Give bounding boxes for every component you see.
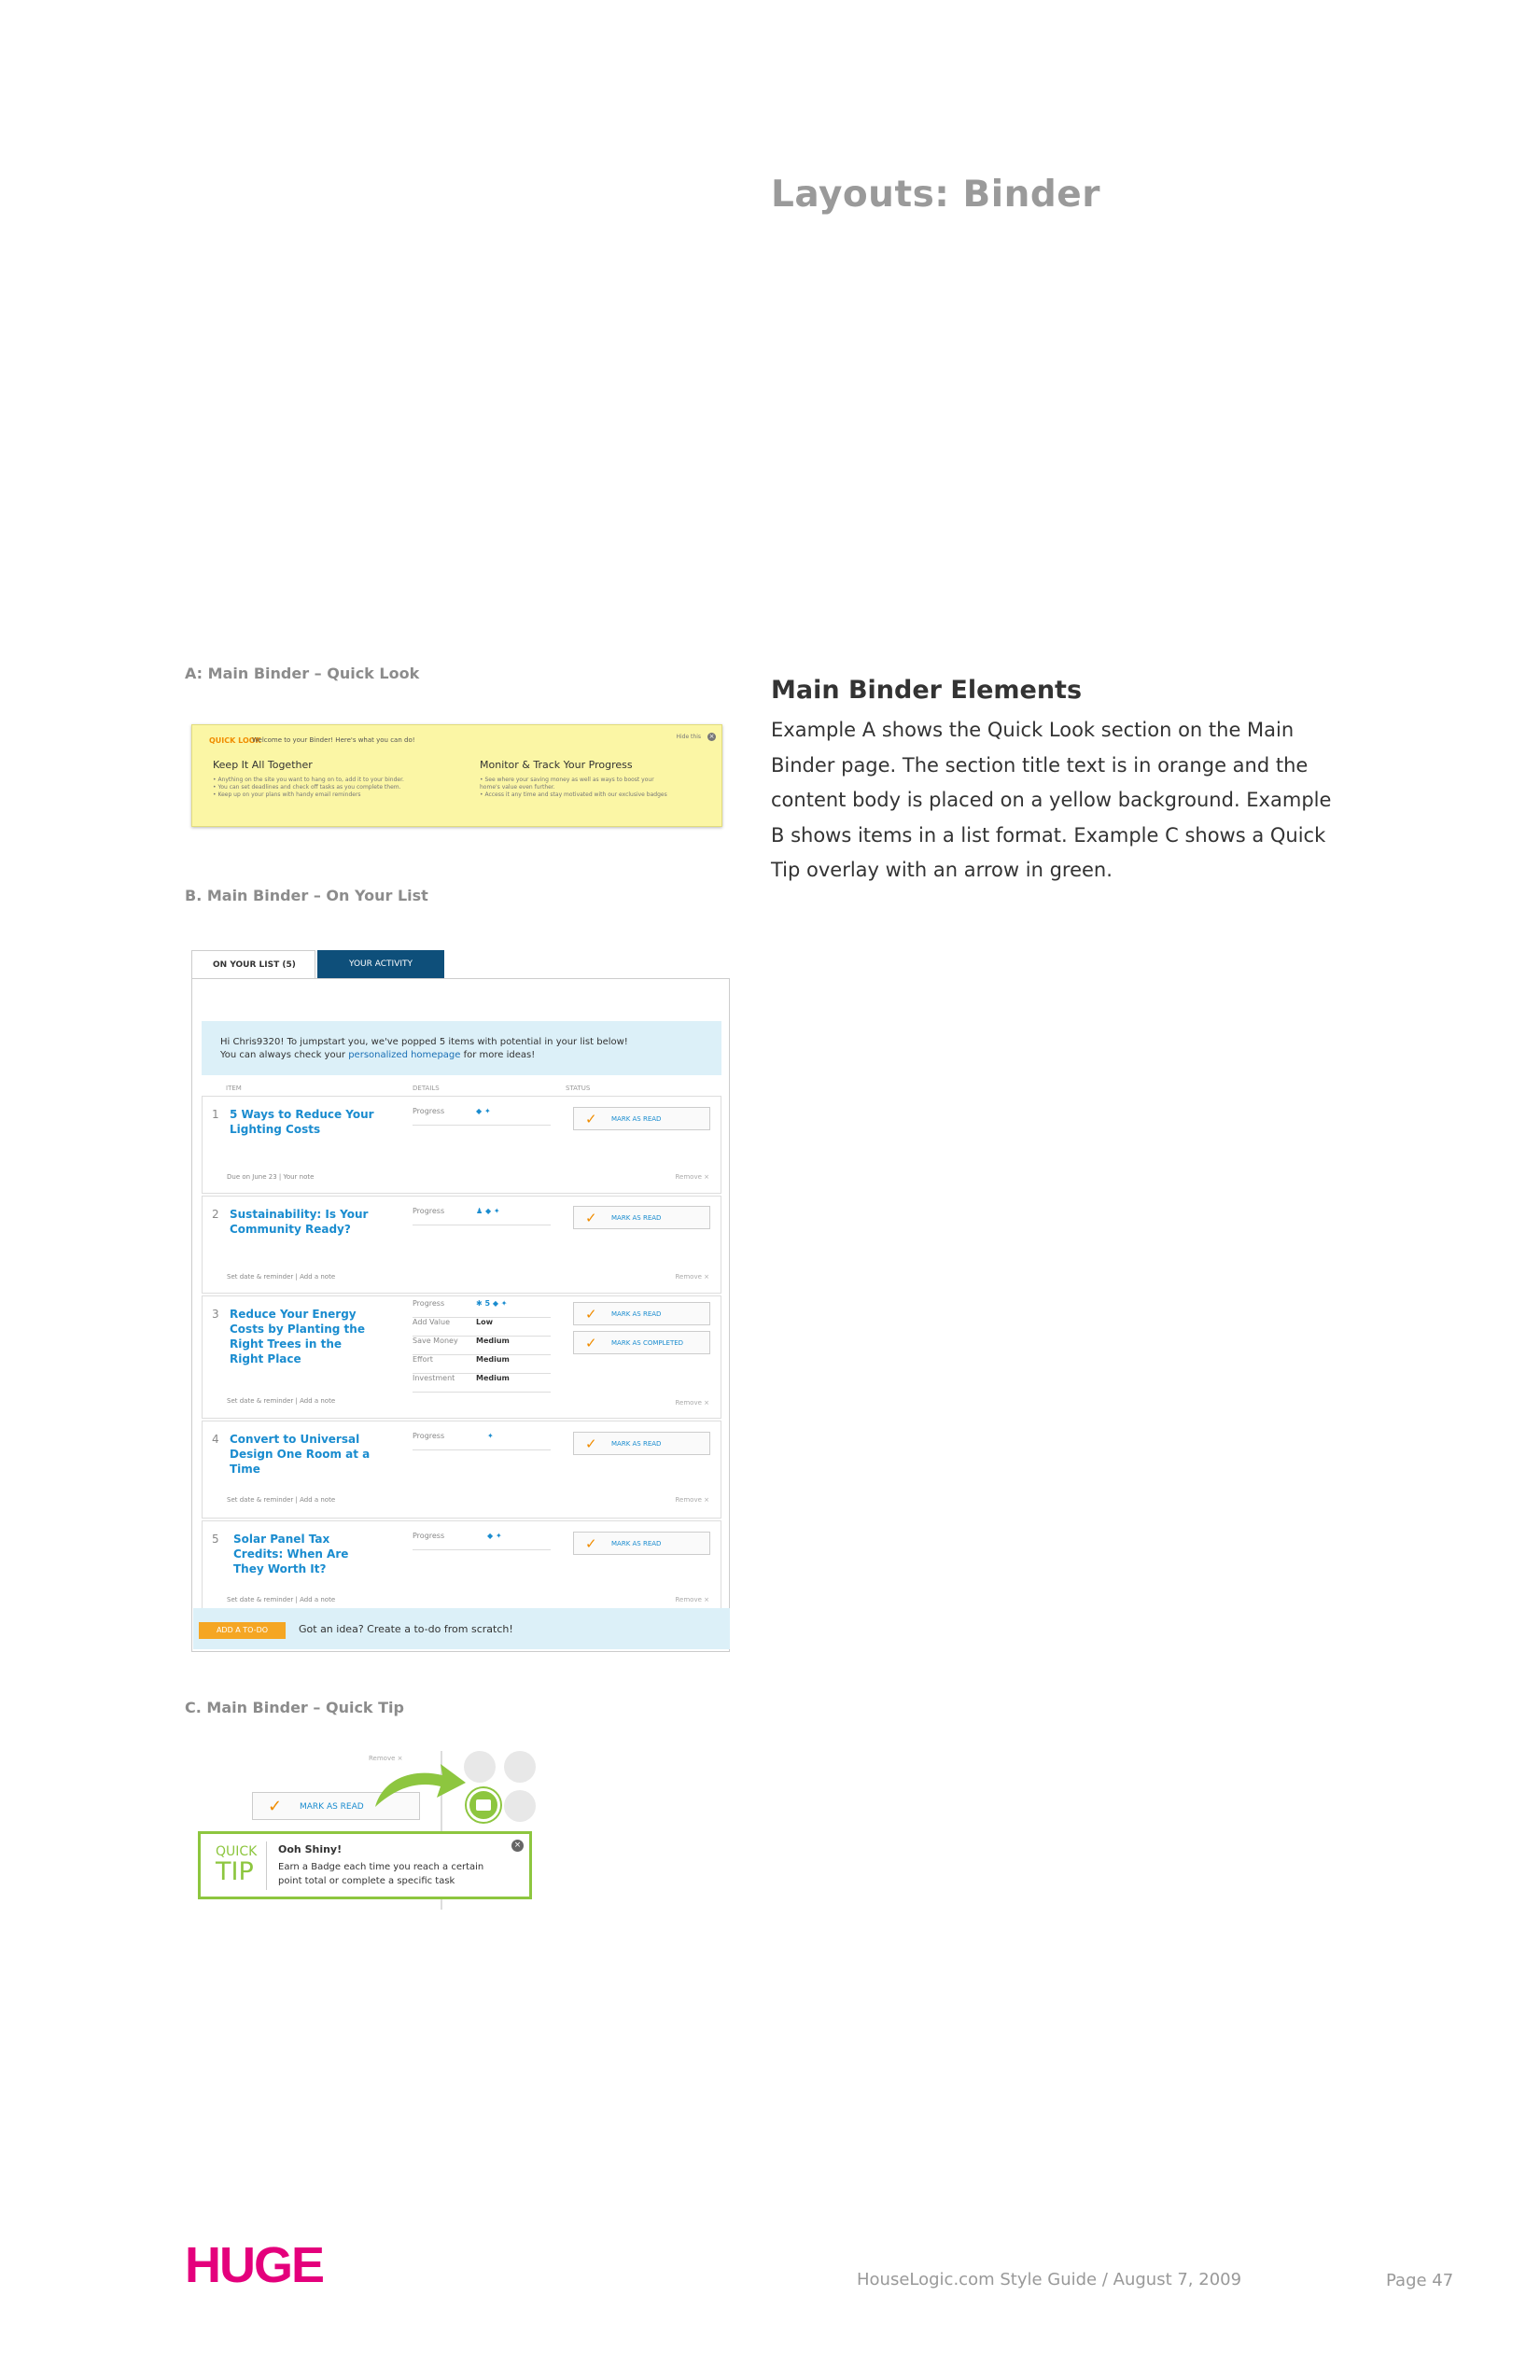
table-row [202, 1096, 721, 1194]
detail-value: Low [476, 1318, 493, 1326]
progress-value [476, 1299, 508, 1308]
progress-icons: ◆ ✦ [487, 1532, 502, 1540]
row-footer[interactable]: Set date & reminder | Add a note [227, 1273, 336, 1281]
progress-number: 5 [484, 1299, 491, 1308]
detail-row [413, 1374, 551, 1393]
mark-label: MARK AS READ [611, 1115, 662, 1123]
caption-c: C. Main Binder – Quick Tip [185, 1699, 404, 1716]
item-title-link[interactable]: Convert to Universal Design One Room at a Time [230, 1433, 371, 1476]
close-icon[interactable]: × [511, 1840, 524, 1852]
table-row [202, 1295, 721, 1419]
on-your-list-panel [191, 950, 730, 1652]
quick-tip-overlay [198, 1831, 532, 1899]
list-item: • Access it any time and stay motivated with our exclusive badges [480, 791, 667, 798]
progress-label: Progress [413, 1532, 445, 1540]
detail-value: Medium [476, 1337, 510, 1345]
details [413, 1299, 551, 1393]
progress-label: Progress [413, 1299, 445, 1308]
row-number: 2 [212, 1208, 219, 1221]
list-item: • You can set deadlines and check off tasks as you complete them. [213, 784, 401, 791]
intro-line-2 [220, 1049, 721, 1062]
progress-row [413, 1432, 551, 1450]
caption-a: A: Main Binder – Quick Look [185, 665, 420, 682]
details [413, 1432, 551, 1450]
remove-link[interactable]: Remove × [675, 1596, 709, 1603]
quick-look-panel [191, 724, 722, 827]
row-number: 1 [212, 1108, 219, 1121]
progress-label: Progress [413, 1107, 445, 1115]
row-number: 5 [212, 1533, 219, 1546]
col-head-details: DETAILS [413, 1085, 440, 1092]
mark-label: MARK AS READ [611, 1214, 662, 1222]
details [413, 1207, 551, 1225]
huge-logo: HUGE [185, 2237, 324, 2293]
mark-as-read-button[interactable] [573, 1107, 710, 1130]
row-number: 4 [212, 1433, 219, 1446]
list-item: home's value even further. [480, 784, 555, 791]
row-footer[interactable]: Set date & reminder | Add a note [227, 1596, 336, 1603]
progress-icons: ◆ ✦ [476, 1107, 491, 1115]
quick-look-col-2 [480, 759, 713, 799]
progress-row [413, 1107, 551, 1126]
badge-icon: ◆ ✦ [490, 1299, 508, 1308]
badge-icon [467, 1788, 500, 1822]
add-todo-bar [193, 1608, 730, 1649]
footer-doc-info: HouseLogic.com Style Guide / August 7, 2009 [857, 2270, 1242, 2289]
detail-label: Save Money [413, 1337, 458, 1345]
badge-placeholder-icon [504, 1751, 536, 1783]
add-todo-text: Got an idea? Create a to-do from scratch! [299, 1623, 513, 1635]
mark-as-read-button[interactable] [573, 1302, 710, 1325]
check-icon: ✓ [585, 1210, 597, 1226]
list-frame [191, 978, 730, 1652]
tab-your-activity[interactable]: YOUR ACTIVITY [317, 950, 444, 978]
check-icon: ✓ [268, 1797, 283, 1816]
intro-text: for more ideas! [460, 1050, 536, 1060]
col2-title: Monitor & Track Your Progress [480, 759, 633, 771]
check-icon: ✓ [585, 1335, 597, 1351]
intro-text: You can always check your [220, 1050, 349, 1060]
remove-link[interactable]: Remove × [675, 1399, 709, 1407]
check-icon: ✓ [585, 1306, 597, 1323]
quick-tip-label-small: QUICK [216, 1844, 258, 1859]
progress-row [413, 1207, 551, 1225]
quick-tip-label-big: TIP [216, 1857, 254, 1886]
details [413, 1532, 551, 1550]
mark-as-read-button[interactable] [573, 1532, 710, 1555]
col1-title: Keep It All Together [213, 759, 313, 771]
quick-look-label: QUICK LOOK [209, 736, 261, 745]
progress-label: Progress [413, 1432, 445, 1440]
intro-line-1: Hi Chris9320! To jumpstart you, we've popped 5 items with potential in your list below! [220, 1037, 628, 1047]
table-row [202, 1421, 721, 1519]
page-number: Page 47 [1386, 2271, 1454, 2290]
check-icon: ✓ [585, 1435, 597, 1452]
section-body: Example A shows the Quick Look section on the Main Binder page. The section title text is in orange and the content body is placed on a yellow background. Example B shows items in a list format. Example C shows a Quick Tip overlay with an arrow in green. [771, 719, 1332, 881]
col-head-item: ITEM [226, 1085, 242, 1092]
detail-value: Medium [476, 1374, 510, 1382]
quick-tip-body: Earn a Badge each time you reach a certain point total or complete a specific task [278, 1862, 484, 1886]
check-icon: ✓ [585, 1111, 597, 1127]
item-title-link[interactable]: Sustainability: Is Your Community Ready? [230, 1208, 369, 1236]
mark-as-completed-button[interactable] [573, 1331, 710, 1354]
mark-label: MARK AS READ [611, 1540, 662, 1547]
caption-b: B. Main Binder – On Your List [185, 887, 428, 904]
detail-row [413, 1355, 551, 1374]
quick-tip-example [187, 1751, 541, 1910]
detail-label: Add Value [413, 1318, 450, 1326]
row-footer[interactable]: Due on June 23 | Your note [227, 1173, 315, 1181]
intro-message [202, 1021, 721, 1075]
progress-row [413, 1532, 551, 1550]
details [413, 1107, 551, 1126]
section-heading: Main Binder Elements [771, 676, 1083, 705]
page-title: Layouts: Binder [771, 174, 1100, 216]
badge-placeholder-icon [504, 1790, 536, 1822]
detail-label: Investment [413, 1374, 455, 1382]
homepage-link[interactable]: personalized homepage [348, 1050, 461, 1060]
remove-link[interactable]: Remove × [369, 1755, 403, 1762]
quick-look-col-1 [213, 759, 446, 799]
progress-icons: ♟ ◆ ✦ [476, 1207, 500, 1215]
detail-value: Medium [476, 1355, 510, 1364]
col-head-status: STATUS [566, 1085, 591, 1092]
item-title-link[interactable]: Reduce Your Energy Costs by Planting the Right Trees in the Right Place [230, 1308, 365, 1365]
list-item: • Keep up on your plans with handy email reminders [213, 791, 361, 798]
mark-label: MARK AS READ [611, 1310, 662, 1318]
remove-link[interactable]: Remove × [675, 1273, 709, 1281]
row-footer[interactable]: Set date & reminder | Add a note [227, 1397, 336, 1405]
table-row [202, 1520, 721, 1618]
remove-link[interactable]: Remove × [675, 1173, 709, 1181]
close-icon[interactable]: × [708, 733, 715, 740]
row-footer[interactable]: Set date & reminder | Add a note [227, 1496, 336, 1504]
mark-label: MARK AS READ [300, 1802, 364, 1812]
progress-icons: ✦ [487, 1432, 494, 1440]
detail-row [413, 1337, 551, 1355]
mark-label: MARK AS COMPLETED [611, 1339, 684, 1347]
item-title-link[interactable]: 5 Ways to Reduce Your Lighting Costs [230, 1108, 374, 1136]
mark-label: MARK AS READ [611, 1440, 662, 1448]
badge-placeholder-icon [464, 1751, 496, 1783]
item-title-link[interactable]: Solar Panel Tax Credits: When Are They Worth It? [233, 1533, 349, 1575]
progress-row [413, 1299, 551, 1318]
mark-as-read-button[interactable] [573, 1432, 710, 1455]
quick-look-welcome: Welcome to your Binder! Here's what you can do! [252, 736, 415, 744]
tab-on-your-list[interactable]: ON YOUR LIST (5) [191, 950, 315, 978]
remove-link[interactable]: Remove × [675, 1496, 709, 1504]
hide-link[interactable]: Hide this [676, 734, 701, 740]
add-todo-button[interactable]: ADD A TO-DO [199, 1622, 286, 1639]
detail-label: Effort [413, 1355, 433, 1364]
quick-tip-title: Ooh Shiny! [278, 1843, 343, 1855]
divider [266, 1841, 267, 1890]
badge-icon: ✱ [476, 1299, 485, 1308]
list-item: • Anything on the site you want to hang on to, add it to your binder. [213, 777, 404, 783]
check-icon: ✓ [585, 1535, 597, 1552]
detail-row [413, 1318, 551, 1337]
table-row [202, 1196, 721, 1294]
arrow-icon [370, 1762, 468, 1813]
row-number: 3 [212, 1308, 219, 1321]
mark-as-read-button[interactable] [573, 1206, 710, 1229]
list-item: • See where your saving money as well as ways to boost your [480, 777, 654, 783]
progress-label: Progress [413, 1207, 445, 1215]
